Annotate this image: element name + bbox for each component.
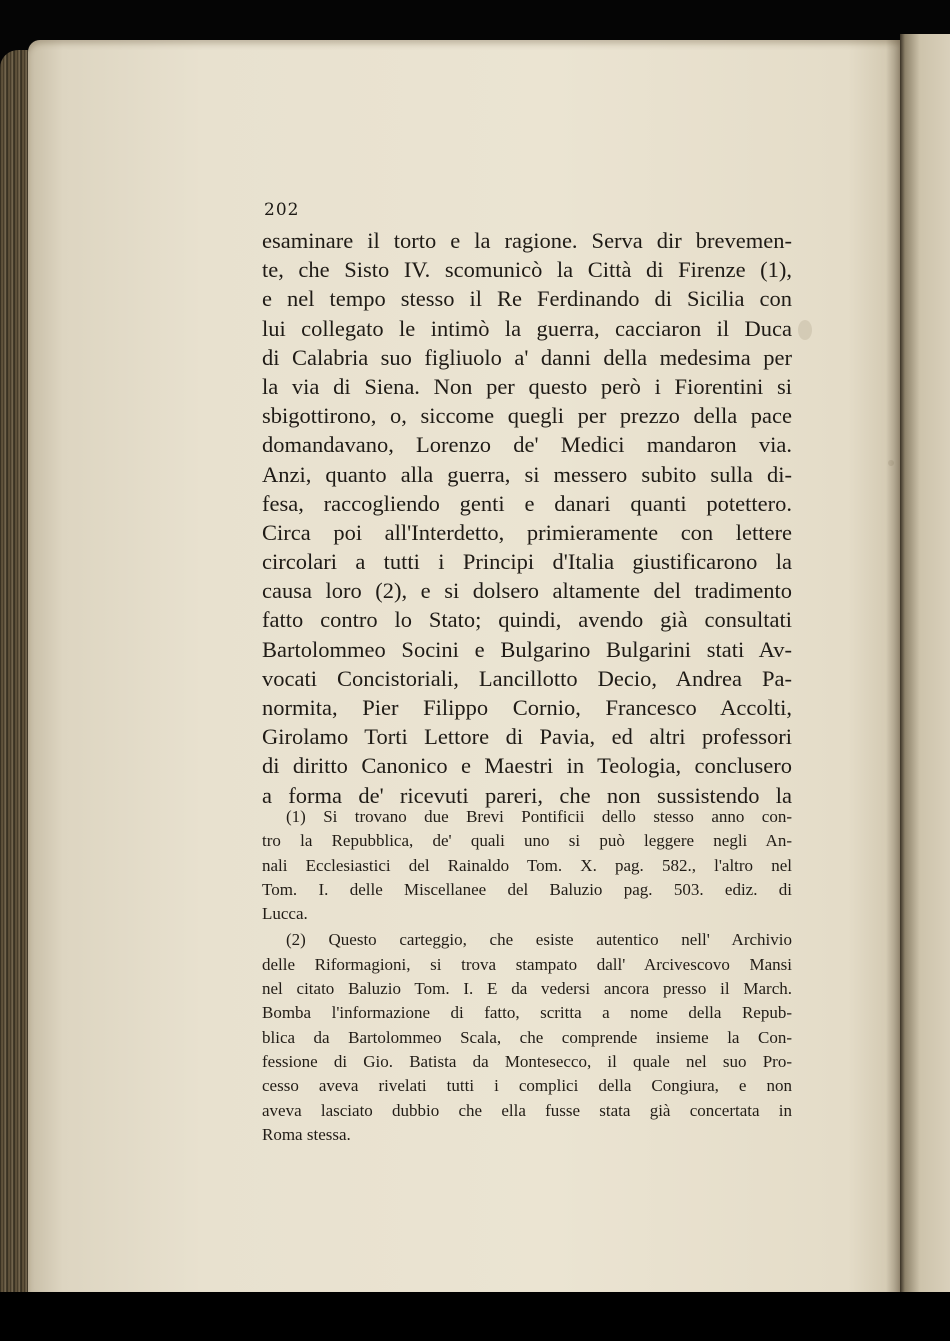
body-text [262,226,792,810]
footnote-line: nali Ecclesiastici del Rainaldo Tom. X. pag. 582., l'altro nel [262,855,792,875]
text-line: e nel tempo stesso il Re Ferdinando di Sicilia con [262,286,792,312]
text-line: normita, Pier Filippo Cornio, Francesco Accolti, [262,695,792,720]
text-line: fatto contro lo Stato; quindi, avendo già consultati [262,607,792,633]
text-line: a forma de' ricevuti pareri, che non sussistendo la [262,782,792,808]
text-line: domandavano, Lorenzo de' Medici mandaron via. [262,432,792,458]
text-line: la via di Siena. Non per questo però i Fiorentini si [262,373,792,399]
footnote-1 [262,805,792,926]
footnote-line: (1) Si trovano due Brevi Pontificii dello stesso anno con- [286,807,792,826]
text-line: fesa, raccogliendo genti e danari quanti potettero. [262,490,792,516]
paper-stain [798,320,812,340]
text-line: causa loro (2), e si dolsero altamente del tradimento [262,578,792,604]
text-line: vocati Concistoriali, Lancillotto Decio, Andrea Pa- [262,665,792,691]
text-line: Girolamo Torti Lettore di Pavia, ed altri professori [262,724,792,750]
footnote-line: Roma stessa. [262,1124,351,1144]
text-line: lui collegato le intimò la guerra, cacciaron il Duca [262,315,792,341]
text-line: Bartolommeo Socini e Bulgarino Bulgarini stati Av- [262,636,792,662]
footnote-line: (2) Questo carteggio, che esiste autentico nell' Archivio [286,930,792,950]
text-line: Circa poi all'Interdetto, primieramente con lettere [262,519,792,545]
page-number: 202 [264,200,300,220]
text-line: esaminare il torto e la ragione. Serva dir brevemen- [262,228,792,253]
footnote-2 [262,928,792,1147]
footnote-line: cesso aveva rivelati tutti i complici della Congiura, e non [262,1076,792,1096]
text-line: di Calabria suo figliuolo a' danni della medesima per [262,344,792,370]
footnote-line: aveva lasciato dubbio che ella fusse stata già concertata in [262,1100,792,1120]
facing-page-edge [900,34,950,1292]
scan-border-bottom [0,1292,950,1341]
footnote-line: tro la Repubblica, de' quali uno si può leggere negli An- [262,831,792,851]
text-line: di diritto Canonico e Maestri in Teologia, conclusero [262,753,792,779]
footnote-line: Tom. I. delle Miscellanee del Baluzio pag. 503. ediz. di [262,879,792,899]
footnote-line: blica da Bartolommeo Scala, che comprende insieme la Con- [262,1027,792,1047]
footnote-line: fessione di Gio. Batista da Montesecco, il quale nel suo Pro- [262,1051,792,1071]
footnotes [262,805,792,1147]
footnote-line: Lucca. [262,904,308,924]
text-line: Anzi, quanto alla guerra, si messero subito sulla di- [262,461,792,487]
text-line: sbigottirono, o, siccome quegli per prezzo della pace [262,403,792,429]
footnote-line: delle Riformagioni, si trova stampato dall' Arcivescovo Mansi [262,954,792,974]
text-line: te, che Sisto IV. scomunicò la Città di Firenze (1), [262,257,792,283]
footnote-line: nel citato Baluzio Tom. I. E da vedersi ancora presso il March. [262,979,792,999]
footnote-line: Bomba l'informazione di fatto, scritta a nome della Repub- [262,1003,792,1023]
text-line: circolari a tutti i Principi d'Italia giustificarono la [262,549,792,575]
